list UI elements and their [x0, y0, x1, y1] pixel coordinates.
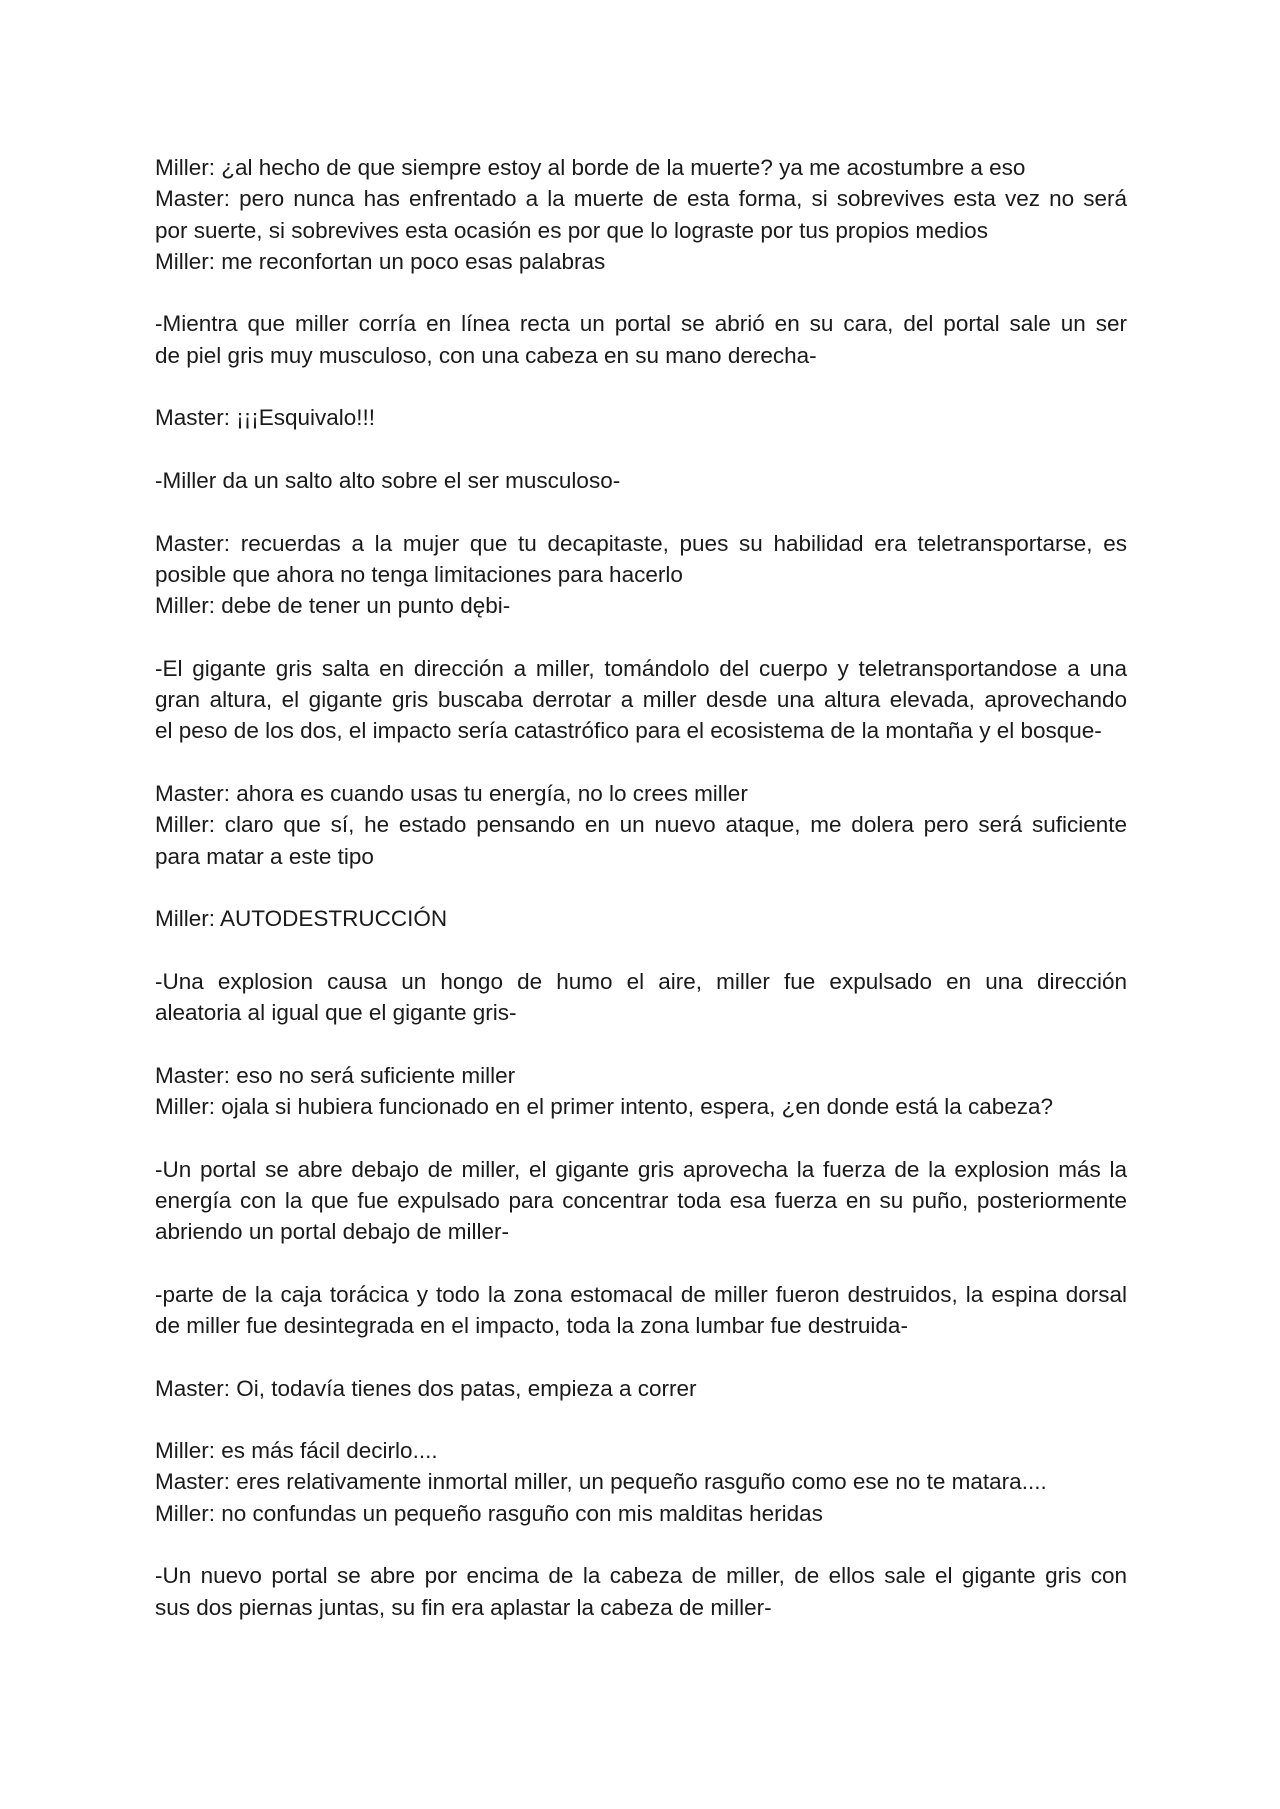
text-line: de miller fue desintegrada en el impacto, toda la zona lumbar fue destruida- — [155, 1312, 908, 1338]
text-line: Master: ¡¡¡Esquivalo!!! — [155, 405, 376, 431]
paragraph — [155, 966, 1127, 1029]
text-line: por suerte, si sobrevives esta ocasión es por que lo lograste por tus propios medios — [155, 217, 988, 243]
text-line: Miller: debe de tener un punto dębi- — [155, 593, 511, 619]
text-line: -Mientra que miller corría en línea recta un portal se abrió en su cara, del portal sale un ser — [155, 311, 1127, 337]
text-line: sus dos piernas juntas, su fin era aplastar la cabeza de miller- — [155, 1594, 772, 1620]
text-line: de piel gris muy musculoso, con una cabeza en su mano derecha- — [155, 342, 817, 368]
text-line: -Miller da un salto alto sobre el ser musculoso- — [155, 467, 621, 493]
paragraph — [155, 903, 1127, 934]
paragraph — [155, 1560, 1127, 1623]
text-line: posible que ahora no tenga limitaciones para hacerlo — [155, 561, 683, 587]
paragraph — [155, 778, 1127, 872]
text-line: Master: ahora es cuando usas tu energía, no lo crees miller — [155, 780, 748, 806]
text-line: Master: pero nunca has enfrentado a la muerte de esta forma, si sobrevives esta vez no será — [155, 186, 1127, 212]
text-line: Miller: AUTODESTRUCCIÓN — [155, 906, 448, 932]
text-line: para matar a este tipo — [155, 843, 374, 869]
paragraph — [155, 402, 1127, 433]
text-line: Master: recuerdas a la mujer que tu decapitaste, pues su habilidad era teletransportarse, es — [155, 530, 1127, 556]
text-line: Miller: claro que sí, he estado pensando en un nuevo ataque, me dolera pero será suficiente — [155, 812, 1127, 838]
text-line: energía con la que fue expulsado para concentrar toda esa fuerza en su puño, posteriormente — [155, 1187, 1127, 1213]
text-line: -Un nuevo portal se abre por encima de la cabeza de miller, de ellos sale el gigante gris con — [155, 1563, 1127, 1589]
text-line: -Una explosion causa un hongo de humo el aire, miller fue expulsado en una dirección — [155, 968, 1127, 994]
text-line: Miller: ¿al hecho de que siempre estoy al borde de la muerte? ya me acostumbre a eso — [155, 155, 1026, 180]
document-page — [155, 152, 1127, 1654]
paragraph — [155, 465, 1127, 496]
paragraph — [155, 1060, 1127, 1123]
text-line: aleatoria al igual que el gigante gris- — [155, 1000, 517, 1026]
text-line: -Un portal se abre debajo de miller, el gigante gris aprovecha la fuerza de la explosion más la — [155, 1156, 1127, 1182]
text-line: Miller: ojala si hubiera funcionado en el primer intento, espera, ¿en donde está la cabeza? — [155, 1093, 1054, 1119]
paragraph — [155, 152, 1127, 277]
text-line: -parte de la caja torácica y todo la zona estomacal de miller fueron destruidos, la espina dorsal — [155, 1281, 1127, 1307]
paragraph — [155, 1279, 1127, 1342]
text-line: Miller: es más fácil decirlo.... — [155, 1438, 438, 1464]
paragraph — [155, 308, 1127, 371]
text-line: -El gigante gris salta en dirección a miller, tomándolo del cuerpo y teletransportandose a una — [155, 655, 1127, 681]
text-line: Miller: no confundas un pequeño rasguño con mis malditas heridas — [155, 1500, 823, 1526]
paragraph — [155, 653, 1127, 747]
text-line: Master: eres relativamente inmortal miller, un pequeño rasguño como ese no te matara.... — [155, 1469, 1047, 1495]
text-line: gran altura, el gigante gris buscaba derrotar a miller desde una altura elevada, aprovechando — [155, 687, 1127, 713]
text-line: Master: eso no será suficiente miller — [155, 1062, 516, 1088]
text-line: abriendo un portal debajo de miller- — [155, 1219, 509, 1245]
paragraph — [155, 1154, 1127, 1248]
paragraph — [155, 1435, 1127, 1529]
text-line: Miller: me reconfortan un poco esas palabras — [155, 248, 606, 274]
paragraph — [155, 528, 1127, 622]
text-line: Master: Oi, todavía tienes dos patas, empieza a correr — [155, 1375, 697, 1401]
text-line: el peso de los dos, el impacto sería catastrófico para el ecosistema de la montaña y el bosque- — [155, 718, 1102, 744]
paragraph — [155, 1373, 1127, 1404]
